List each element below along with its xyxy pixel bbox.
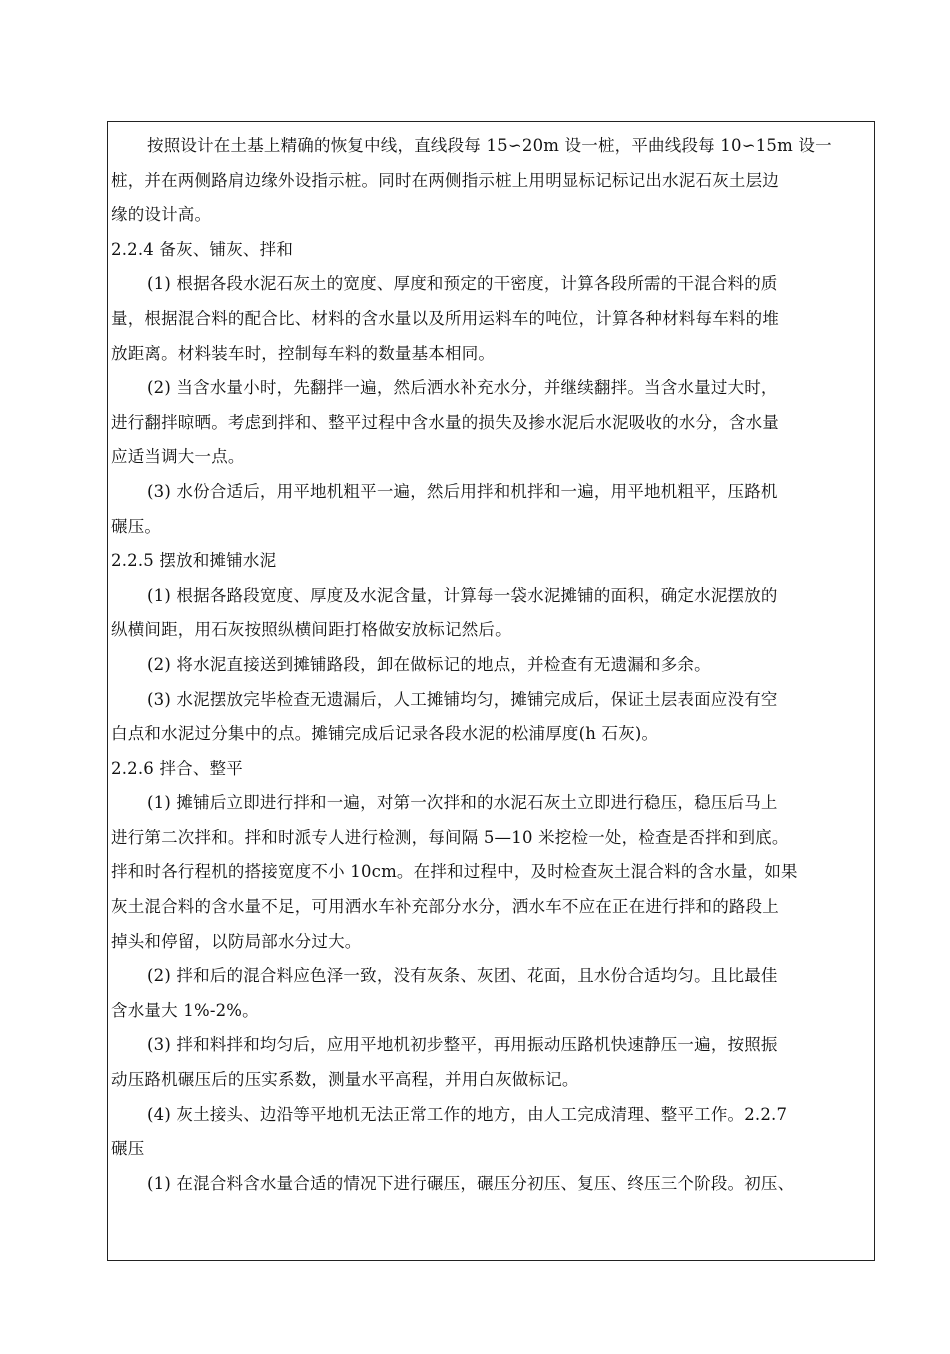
section-heading: 碾压 — [111, 1139, 145, 1159]
section-heading: 2.2.6 拌合、整平 — [111, 758, 243, 778]
paragraph-line: 拌和时各行程机的搭接宽度不小 10cm。在拌和过程中，及时检查灰土混合料的含水量，如果 — [111, 862, 798, 882]
document-body — [111, 129, 873, 1201]
paragraph-line: 量，根据混合料的配合比、材料的含水量以及所用运料车的吨位，计算各种材料每车料的堆 — [111, 308, 779, 328]
paragraph-line: 进行第二次拌和。拌和时派专人进行检测，每间隔 5—10 米挖检一处，检查是否拌和到底。 — [111, 827, 789, 847]
paragraph-line: 按照设计在土基上精确的恢复中线，直线段每 15∽20m 设一桩，平曲线段每 10∽15m 设一 — [147, 136, 832, 155]
section-heading: 2.2.5 摆放和摊铺水泥 — [111, 551, 277, 571]
paragraph-line: (3) 水泥摆放完毕检查无遗漏后，人工摊铺均匀，摊铺完成后，保证土层表面应没有空 — [147, 689, 778, 709]
paragraph-line: 含水量大 1%-2%。 — [111, 1000, 259, 1020]
paragraph-line: 放距离。材料装车时，控制每车料的数量基本相同。 — [111, 343, 496, 363]
paragraph-line: 进行翻拌晾晒。考虑到拌和、整平过程中含水量的损失及掺水泥后水泥吸收的水分，含水量 — [111, 412, 779, 432]
paragraph-line: (3) 水份合适后，用平地机粗平一遍，然后用拌和机拌和一遍，用平地机粗平，压路机 — [147, 481, 778, 501]
paragraph-line: 桩，并在两侧路肩边缘外设指示桩。同时在两侧指示桩上用明显标记标记出水泥石灰土层边 — [111, 170, 779, 190]
paragraph-line: 缘的设计高。 — [111, 205, 212, 225]
paragraph-line: 纵横间距，用石灰按照纵横间距打格做安放标记然后。 — [111, 620, 512, 640]
paragraph-line: (1) 根据各段水泥石灰土的宽度、厚度和预定的干密度，计算各段所需的干混合料的质 — [147, 274, 778, 294]
paragraph-line: (2) 当含水量小时，先翻拌一遍，然后洒水补充水分，并继续翻拌。当含水量过大时， — [147, 378, 778, 398]
paragraph-line: 应适当调大一点。 — [111, 447, 245, 467]
paragraph-line: (4) 灰土接头、边沿等平地机无法正常工作的地方，由人工完成清理、整平工作。2.2.7 — [147, 1104, 788, 1124]
paragraph-line: 动压路机碾压后的压实系数，测量水平高程，并用白灰做标记。 — [111, 1070, 579, 1090]
paragraph-line: (2) 拌和后的混合料应色泽一致，没有灰条、灰团、花面，且水份合适均匀。且比最佳 — [147, 966, 778, 986]
paragraph-line: 灰土混合料的含水量不足，可用洒水车补充部分水分，洒水车不应在正在进行拌和的路段上 — [111, 897, 779, 917]
paragraph-line: (3) 拌和料拌和均匀后，应用平地机初步整平，再用振动压路机快速静压一遍，按照振 — [147, 1035, 778, 1055]
paragraph-line: (1) 在混合料含水量合适的情况下进行碾压，碾压分初压、复压、终压三个阶段。初压、 — [147, 1173, 795, 1193]
paragraph-line: (1) 根据各路段宽度、厚度及水泥含量，计算每一袋水泥摊铺的面积，确定水泥摆放的 — [147, 585, 778, 605]
paragraph-line: 白点和水泥过分集中的点。摊铺完成后记录各段水泥的松浦厚度(h 石灰)。 — [111, 724, 659, 744]
paragraph-line: (2) 将水泥直接送到摊铺路段，卸在做标记的地点，并检查有无遗漏和多余。 — [147, 654, 711, 674]
paragraph-line: 碾压。 — [111, 516, 162, 536]
paragraph-line: 掉头和停留，以防局部水分过大。 — [111, 931, 362, 951]
paragraph-line: (1) 摊铺后立即进行拌和一遍，对第一次拌和的水泥石灰土立即进行稳压，稳压后马上 — [147, 793, 778, 813]
section-heading: 2.2.4 备灰、铺灰、拌和 — [111, 239, 294, 259]
